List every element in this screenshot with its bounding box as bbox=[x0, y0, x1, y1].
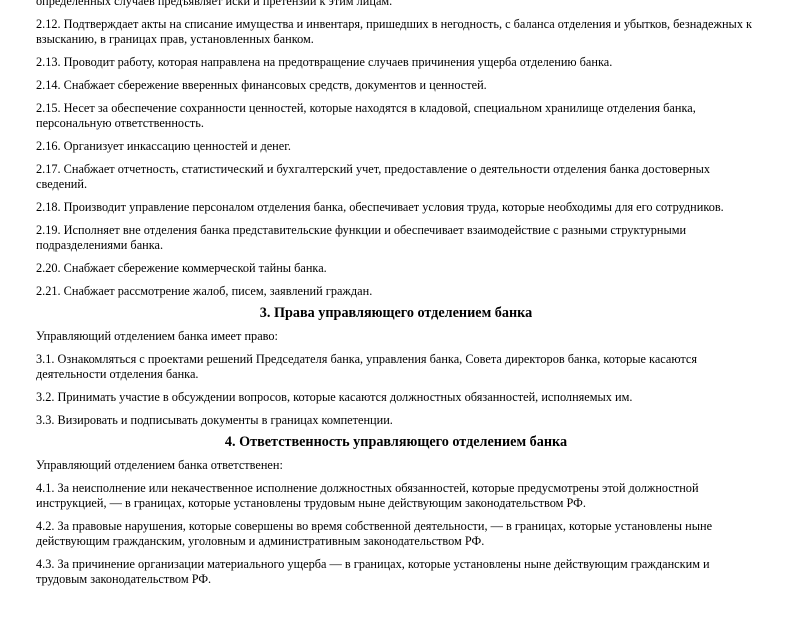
section-4-intro: Управляющий отделением банка ответственен: bbox=[36, 458, 283, 472]
paragraph-2-19: 2.19. Исполняет вне отделения банка представительские функции и обеспечивает взаимодействие с разными структурными подразделениями банка. bbox=[36, 223, 687, 252]
section-2-tail bbox=[36, 0, 756, 299]
paragraph-2-13: 2.13. Проводит работу, которая направлена на предотвращение случаев причинения ущерба отделению банка. bbox=[36, 55, 613, 69]
paragraph-2-20: 2.20. Снабжает сбережение коммерческой тайны банка. bbox=[36, 261, 327, 275]
section-3-intro: Управляющий отделением банка имеет право: bbox=[36, 329, 278, 343]
paragraph-3-2: 3.2. Принимать участие в обсуждении вопросов, которые касаются должностных обязанностей, исполняемых им. bbox=[36, 390, 633, 404]
paragraph-2-16: 2.16. Организует инкассацию ценностей и денег. bbox=[36, 139, 291, 153]
paragraph-2-18: 2.18. Производит управление персоналом отделения банка, обеспечивает условия труда, которые необходимы для его сотрудников. bbox=[36, 200, 724, 214]
paragraph-2-17: 2.17. Снабжает отчетность, статистический и бухгалтерский учет, предоставление о деятельности отделения банка достоверных сведений. bbox=[36, 162, 711, 191]
section-4-heading: 4. Ответственность управляющего отделением банка bbox=[224, 434, 568, 450]
paragraph-3-1: 3.1. Ознакомляться с проектами решений Председателя банка, управления банка, Совета директоров банка, которые касаются деятельности отделения банка. bbox=[36, 352, 698, 381]
paragraph-3-3: 3.3. Визировать и подписывать документы в границах компетенции. bbox=[36, 413, 393, 427]
paragraph-2-14: 2.14. Снабжает сбережение вверенных финансовых средств, документов и ценностей. bbox=[36, 78, 487, 92]
paragraph-4-3: 4.3. За причинение организации материального ущерба — в границах, которые установлены ныне действующим гражданским и трудовым законодательством РФ. bbox=[36, 557, 710, 586]
document-page bbox=[36, 0, 756, 595]
paragraph-4-2: 4.2. За правовые нарушения, которые совершены во время собственной деятельности, — в границах, которые установлены ныне действующим гражданским, уголовным и административным законодательством РФ. bbox=[36, 519, 713, 548]
section-3-heading: 3. Права управляющего отделением банка bbox=[259, 305, 533, 321]
section-3 bbox=[36, 305, 756, 428]
paragraph-2-15: 2.15. Несет за обеспечение сохранности ценностей, которые находятся в кладовой, специальном хранилище отделения банка, персональную ответственность. bbox=[36, 101, 696, 130]
paragraph-2-12: 2.12. Подтверждает акты на списание имущества и инвентаря, пришедших в негодность, с баланса отделения и убытков, безнадежных к взысканию, в границах прав, установленных банком. bbox=[36, 17, 753, 46]
paragraph-4-1: 4.1. За неисполнение или некачественное исполнение должностных обязанностей, которые предусмотрены этой должностной инструкцией, — в границах, которые установлены трудовым ныне действующим законодательством РФ. bbox=[36, 481, 699, 510]
paragraph-2-11-tail: определенных случаев предъявляет иски и претензии к этим лицам. bbox=[36, 0, 393, 8]
section-4 bbox=[36, 434, 756, 587]
paragraph-2-21: 2.21. Снабжает рассмотрение жалоб, писем, заявлений граждан. bbox=[36, 284, 373, 298]
